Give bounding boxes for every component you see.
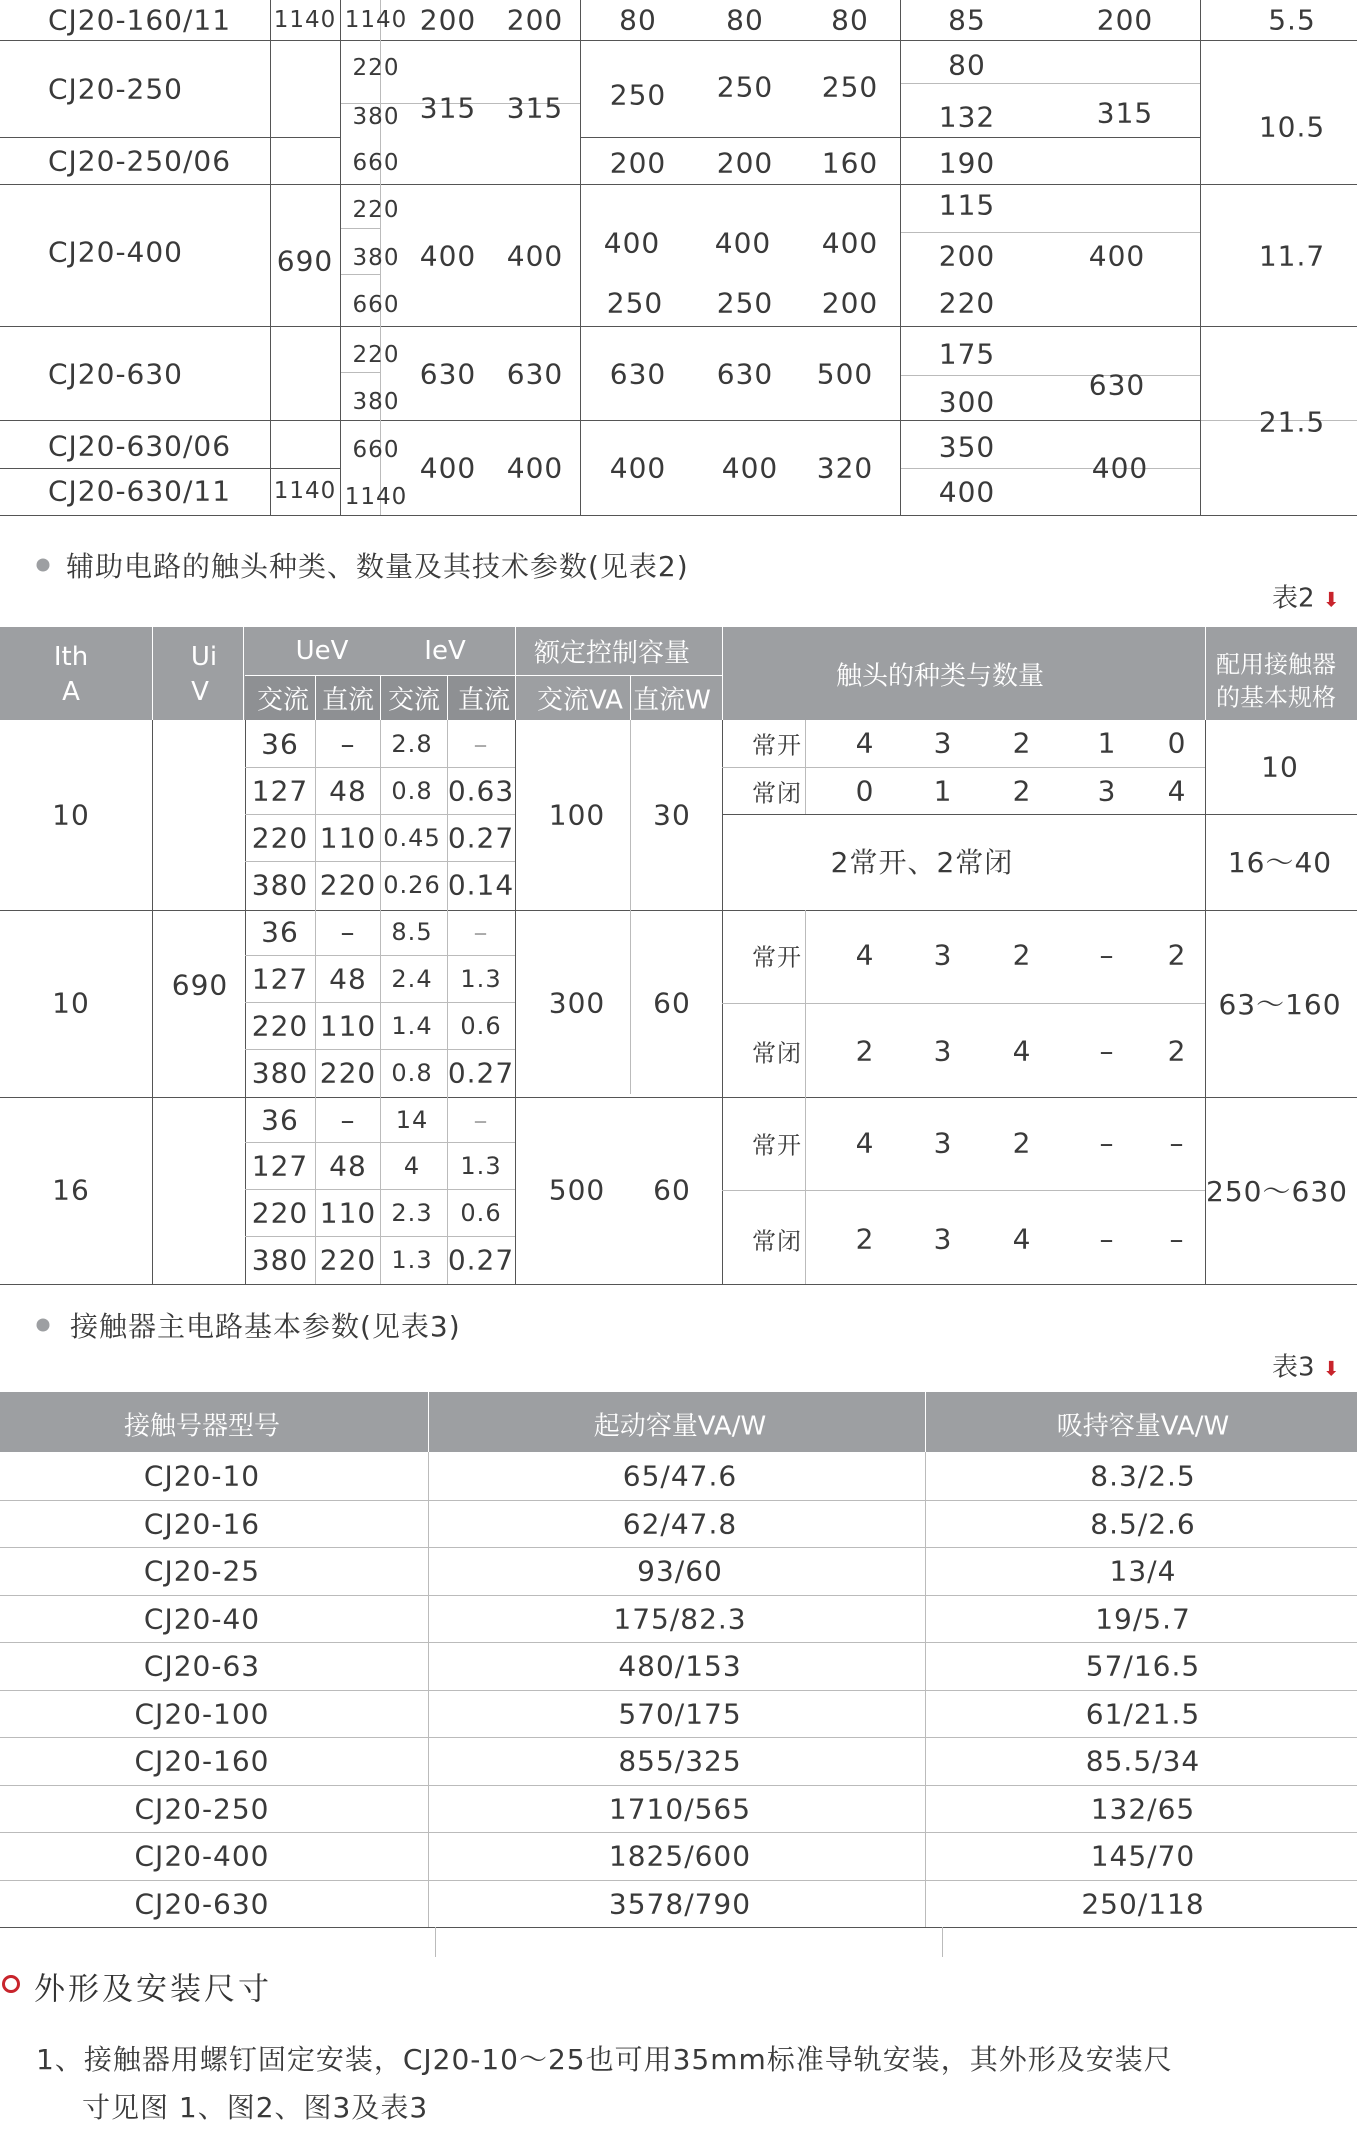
- t2-nc: 4: [1012, 1034, 1032, 1068]
- t1-cell: 250: [716, 70, 774, 104]
- t1-cell: 200: [506, 3, 564, 37]
- section-4-para-line2: 寸见图 1、图2、图3及表3: [82, 2091, 429, 2124]
- t1-cell: 132: [938, 100, 996, 134]
- t2-no-label: 常开: [752, 1131, 802, 1160]
- t2-va: 100: [548, 798, 606, 832]
- t1-cell: 400: [721, 451, 779, 485]
- t2-head-ac2: 交流: [387, 685, 441, 716]
- t2-cell: 48: [329, 962, 367, 996]
- t2-cell: 0.27: [447, 1243, 515, 1277]
- t3-model: CJ20-16: [143, 1507, 261, 1540]
- t2-cell: –: [340, 727, 356, 761]
- t2-no: 3: [933, 726, 953, 760]
- t2-cell: 380: [251, 1056, 309, 1090]
- t2-nc: 2: [855, 1034, 875, 1068]
- t3-cell: 855/325: [618, 1744, 742, 1778]
- t2-head-ui: Ui: [190, 642, 218, 672]
- t2-head-ac: 交流: [256, 685, 310, 716]
- t2-cell: 2.4: [391, 965, 433, 993]
- t1-cell: 200: [609, 146, 667, 180]
- t1-cell: 220: [938, 286, 996, 320]
- t1-cell: 220: [352, 55, 400, 81]
- t1-cell: 250: [606, 286, 664, 320]
- t2-cell: 110: [319, 1196, 377, 1230]
- t1-cell: 630: [609, 357, 667, 391]
- t1-cell: 200: [1096, 3, 1154, 37]
- t2-cell: 127: [251, 1149, 309, 1183]
- t2-spec: 63～160: [1218, 988, 1342, 1021]
- t2-cell: 1.3: [460, 965, 502, 993]
- t2-spec: 250～630: [1206, 1175, 1348, 1208]
- t3-cell: 250/118: [1081, 1887, 1205, 1920]
- t3-cell: 132/65: [1090, 1792, 1196, 1825]
- t2-nc-label: 常闭: [752, 779, 802, 808]
- t3-cell: 570/175: [618, 1697, 742, 1730]
- t3-cell: 62/47.8: [622, 1507, 738, 1540]
- t2-head-ith-unit: A: [62, 677, 80, 707]
- t1-cell: 400: [609, 451, 667, 485]
- t2-cell: –: [473, 727, 489, 761]
- t2-cell: 4: [403, 1152, 421, 1180]
- t2-cell: 1.4: [391, 1012, 433, 1040]
- t2-cell: 0.8: [391, 1059, 433, 1087]
- t2-head-rated: 额定控制容量: [533, 638, 691, 669]
- t1-cell: 1140: [273, 7, 337, 33]
- t2-no: 2: [1012, 726, 1032, 760]
- t2-no: 4: [855, 726, 875, 760]
- t2-va: 300: [548, 986, 606, 1020]
- t2-nc: 4: [1167, 774, 1187, 808]
- t1-cell: 400: [821, 226, 879, 260]
- t1-cell: 190: [938, 146, 996, 180]
- t2-spec: 16～40: [1227, 846, 1333, 879]
- t1-cell: 690: [276, 244, 334, 278]
- t1-cell: 200: [821, 286, 879, 320]
- t1-cell: 250: [609, 78, 667, 112]
- t2-nc-label: 常闭: [752, 1039, 802, 1068]
- t2-cell: 36: [261, 727, 299, 761]
- t1-cell: 11.7: [1258, 239, 1326, 273]
- t2-no: 3: [933, 1126, 953, 1160]
- t1-model: CJ20-160/11: [48, 3, 232, 37]
- t2-cell: 0.63: [447, 774, 515, 808]
- t2-ui: 690: [171, 968, 229, 1002]
- t2-nc: –: [1169, 1222, 1185, 1256]
- t3-head: 接触号器型号: [123, 1411, 281, 1442]
- t1-cell: 315: [419, 91, 477, 125]
- t1-cell: 315: [506, 91, 564, 125]
- t2-cell: –: [340, 915, 356, 949]
- t2-ith: 10: [52, 986, 90, 1020]
- t2-no: –: [1099, 938, 1115, 972]
- t1-cell: 400: [506, 451, 564, 485]
- t3-model: CJ20-400: [134, 1839, 270, 1873]
- t1-cell: 80: [619, 3, 657, 37]
- t1-cell: 300: [938, 385, 996, 419]
- down-arrow-icon: ⬇: [1322, 1356, 1340, 1381]
- t3-cell: 19/5.7: [1095, 1602, 1191, 1635]
- t1-cell: 400: [1091, 451, 1149, 485]
- t2-ith: 16: [52, 1173, 90, 1207]
- t2-cell: 1.3: [460, 1152, 502, 1180]
- t2-cell: 127: [251, 774, 309, 808]
- t1-cell: 630: [419, 357, 477, 391]
- t2-w: 60: [653, 1173, 691, 1207]
- t3-model: CJ20-10: [143, 1459, 261, 1493]
- t3-cell: 57/16.5: [1085, 1649, 1201, 1683]
- t2-cell: 0.26: [383, 871, 441, 899]
- t1-cell: 315: [1096, 96, 1154, 130]
- t2-ith: 10: [52, 798, 90, 832]
- t2-nc: 0: [855, 774, 875, 808]
- t2-cell: 2.3: [391, 1199, 433, 1227]
- t2-no: 2: [1012, 938, 1032, 972]
- t1-model: CJ20-630/06: [48, 429, 232, 463]
- t1-cell: 250: [716, 286, 774, 320]
- t2-head-dc: 直流: [321, 685, 375, 716]
- t2-nc: –: [1099, 1222, 1115, 1256]
- t2-cell: 220: [251, 821, 309, 855]
- t2-cell: 220: [319, 1243, 377, 1277]
- t2-no: 2: [1012, 1126, 1032, 1160]
- t1-cell: 175: [938, 337, 996, 371]
- section-2-bullet: [37, 559, 50, 572]
- section-3-bullet: [37, 1319, 50, 1332]
- t2-cell: –: [473, 1103, 489, 1137]
- t2-cell: 380: [251, 1243, 309, 1277]
- t2-cell: 36: [261, 1103, 299, 1137]
- t3-cell: 175/82.3: [613, 1602, 747, 1635]
- t1-cell: 1140: [273, 478, 337, 504]
- t2-head-ith: Ith: [53, 642, 89, 672]
- table-3-ref: 表3 ⬇: [1272, 1352, 1340, 1383]
- t2-cell: 8.5: [391, 918, 433, 946]
- section-4-title: 外形及安装尺寸: [34, 1971, 272, 2008]
- t2-head-ui-unit: V: [191, 677, 209, 707]
- t1-model: CJ20-250/06: [48, 144, 232, 178]
- t1-cell: 21.5: [1258, 405, 1326, 439]
- t3-cell: 1710/565: [608, 1792, 752, 1825]
- t2-alt-contacts: 2常开、2常闭: [830, 846, 1014, 879]
- t2-cell: 380: [251, 868, 309, 902]
- t3-cell: 8.3/2.5: [1090, 1459, 1196, 1493]
- t2-head-dcw: 直流W: [633, 685, 711, 716]
- t3-model: CJ20-160: [134, 1744, 270, 1778]
- t2-nc: 2: [1012, 774, 1032, 808]
- t2-nc: 3: [933, 1222, 953, 1256]
- t3-model: CJ20-100: [134, 1697, 270, 1730]
- t3-cell: 85.5/34: [1085, 1744, 1201, 1778]
- t2-no: 4: [855, 938, 875, 972]
- t2-cell: 0.8: [391, 777, 433, 805]
- t1-cell: 200: [716, 146, 774, 180]
- t2-cell: 0.27: [447, 1056, 515, 1090]
- t1-cell: 200: [938, 239, 996, 273]
- t1-cell: 400: [1088, 239, 1146, 273]
- t2-head-spec2: 的基本规格: [1216, 683, 1336, 712]
- t3-cell: 1825/600: [608, 1839, 752, 1873]
- t2-head-spec1: 配用接触器: [1216, 650, 1336, 679]
- t1-model: CJ20-630/11: [48, 474, 232, 508]
- t1-model: CJ20-250: [48, 72, 183, 106]
- t1-cell: 500: [816, 357, 874, 391]
- t1-cell: 630: [716, 357, 774, 391]
- t2-cell: 220: [319, 868, 377, 902]
- t2-nc: 3: [933, 1034, 953, 1068]
- t1-cell: 400: [938, 475, 996, 509]
- t1-cell: 160: [821, 146, 879, 180]
- t3-model: CJ20-40: [143, 1602, 261, 1635]
- t2-cell: 0.6: [460, 1012, 502, 1040]
- t2-cell: 0.45: [383, 824, 441, 852]
- t3-head: 吸持容量VA/W: [1056, 1411, 1230, 1442]
- t1-cell: 220: [352, 197, 400, 223]
- t2-no-label: 常开: [752, 731, 802, 760]
- t2-spec: 10: [1261, 750, 1299, 784]
- t2-cell: 2.8: [391, 730, 433, 758]
- t2-cell: 220: [251, 1009, 309, 1043]
- t2-no: 4: [855, 1126, 875, 1160]
- t2-nc: 3: [1097, 774, 1117, 808]
- t1-cell: 660: [352, 150, 400, 176]
- t2-no: 0: [1167, 726, 1187, 760]
- t1-cell: 80: [831, 3, 869, 37]
- t2-no-label: 常开: [752, 943, 802, 972]
- t2-cell: 1.3: [391, 1246, 433, 1274]
- t2-cell: 48: [329, 1149, 367, 1183]
- t1-cell: 115: [938, 188, 996, 222]
- t2-cell: –: [340, 1103, 356, 1137]
- t1-cell: 660: [352, 292, 400, 318]
- section-4-para-line1: 1、接触器用螺钉固定安装，CJ20-10～25也可用35mm标准导轨安装，其外形及安装尺: [36, 2043, 1173, 2076]
- t1-cell: 5.5: [1268, 3, 1316, 37]
- t1-cell: 1140: [344, 484, 408, 510]
- t2-va: 500: [548, 1173, 606, 1207]
- t1-cell: 85: [948, 3, 986, 37]
- t1-cell: 630: [506, 357, 564, 391]
- table-2-ref: 表2 ⬇: [1272, 583, 1340, 614]
- t2-cell: 220: [251, 1196, 309, 1230]
- t1-model: CJ20-400: [48, 235, 183, 269]
- t3-cell: 13/4: [1109, 1554, 1177, 1588]
- t1-cell: 400: [603, 226, 661, 260]
- t2-nc: 4: [1012, 1222, 1032, 1256]
- t2-cell: 0.6: [460, 1199, 502, 1227]
- t1-cell: 380: [352, 104, 400, 130]
- t2-no: –: [1169, 1126, 1185, 1160]
- t3-model: CJ20-25: [143, 1554, 261, 1588]
- t2-head-iev: IeV: [424, 636, 466, 666]
- t1-cell: 80: [726, 3, 764, 37]
- t2-nc: 2: [855, 1222, 875, 1256]
- t2-no: 3: [933, 938, 953, 972]
- t3-model: CJ20-630: [134, 1887, 270, 1920]
- section-4-ring-icon: [2, 1975, 20, 1993]
- t1-cell: 380: [352, 245, 400, 271]
- t1-cell: 350: [938, 430, 996, 464]
- t1-cell: 10.5: [1258, 110, 1326, 144]
- t1-cell: 400: [419, 451, 477, 485]
- t1-cell: 1140: [344, 7, 408, 33]
- t2-head-acva: 交流VA: [537, 685, 623, 716]
- t2-cell: 110: [319, 1009, 377, 1043]
- t2-cell: 110: [319, 821, 377, 855]
- t2-head-uev: UeV: [295, 636, 349, 666]
- section-3-title: 接触器主电路基本参数(见表3): [70, 1310, 461, 1343]
- t1-cell: 380: [352, 389, 400, 415]
- t2-cell: 220: [319, 1056, 377, 1090]
- t3-cell: 3578/790: [608, 1887, 752, 1920]
- t3-cell: 93/60: [637, 1554, 723, 1588]
- t2-no: –: [1099, 1126, 1115, 1160]
- section-2-title: 辅助电路的触头种类、数量及其技术参数(见表2): [66, 550, 689, 583]
- t1-cell: 250: [821, 70, 879, 104]
- t2-cell: 0.14: [447, 868, 515, 902]
- t1-cell: 660: [352, 437, 400, 463]
- t1-cell: 630: [1088, 368, 1146, 402]
- t2-cell: –: [473, 915, 489, 949]
- t2-nc: –: [1099, 1034, 1115, 1068]
- t2-cell: 14: [395, 1106, 429, 1134]
- t2-head-dc2: 直流: [457, 685, 511, 716]
- t1-cell: 200: [419, 3, 477, 37]
- t2-cell: 0.27: [447, 821, 515, 855]
- t2-nc: 2: [1167, 1034, 1187, 1068]
- t1-cell: 220: [352, 342, 400, 368]
- t2-no: 2: [1167, 938, 1187, 972]
- t3-cell: 65/47.6: [622, 1459, 738, 1493]
- t1-cell: 400: [419, 239, 477, 273]
- t3-cell: 145/70: [1090, 1839, 1196, 1873]
- t1-cell: 80: [948, 48, 986, 82]
- t3-cell: 61/21.5: [1085, 1697, 1201, 1730]
- t1-cell: 400: [714, 226, 772, 260]
- t2-cell: 127: [251, 962, 309, 996]
- t1-cell: 320: [816, 451, 874, 485]
- t2-w: 30: [653, 798, 691, 832]
- t2-cell: 36: [261, 915, 299, 949]
- t1-model: CJ20-630: [48, 357, 183, 391]
- down-arrow-icon: ⬇: [1322, 587, 1340, 612]
- t3-model: CJ20-63: [143, 1649, 261, 1683]
- t3-cell: 480/153: [618, 1649, 742, 1683]
- t3-cell: 8.5/2.6: [1090, 1507, 1196, 1540]
- t2-nc-label: 常闭: [752, 1227, 802, 1256]
- t2-nc: 1: [933, 774, 953, 808]
- t2-no: 1: [1097, 726, 1117, 760]
- t1-cell: 400: [506, 239, 564, 273]
- t3-head: 起动容量VA/W: [593, 1411, 767, 1442]
- t2-w: 60: [653, 986, 691, 1020]
- t2-head-contacts: 触头的种类与数量: [835, 661, 1045, 692]
- t2-cell: 48: [329, 774, 367, 808]
- t3-model: CJ20-250: [134, 1792, 270, 1825]
